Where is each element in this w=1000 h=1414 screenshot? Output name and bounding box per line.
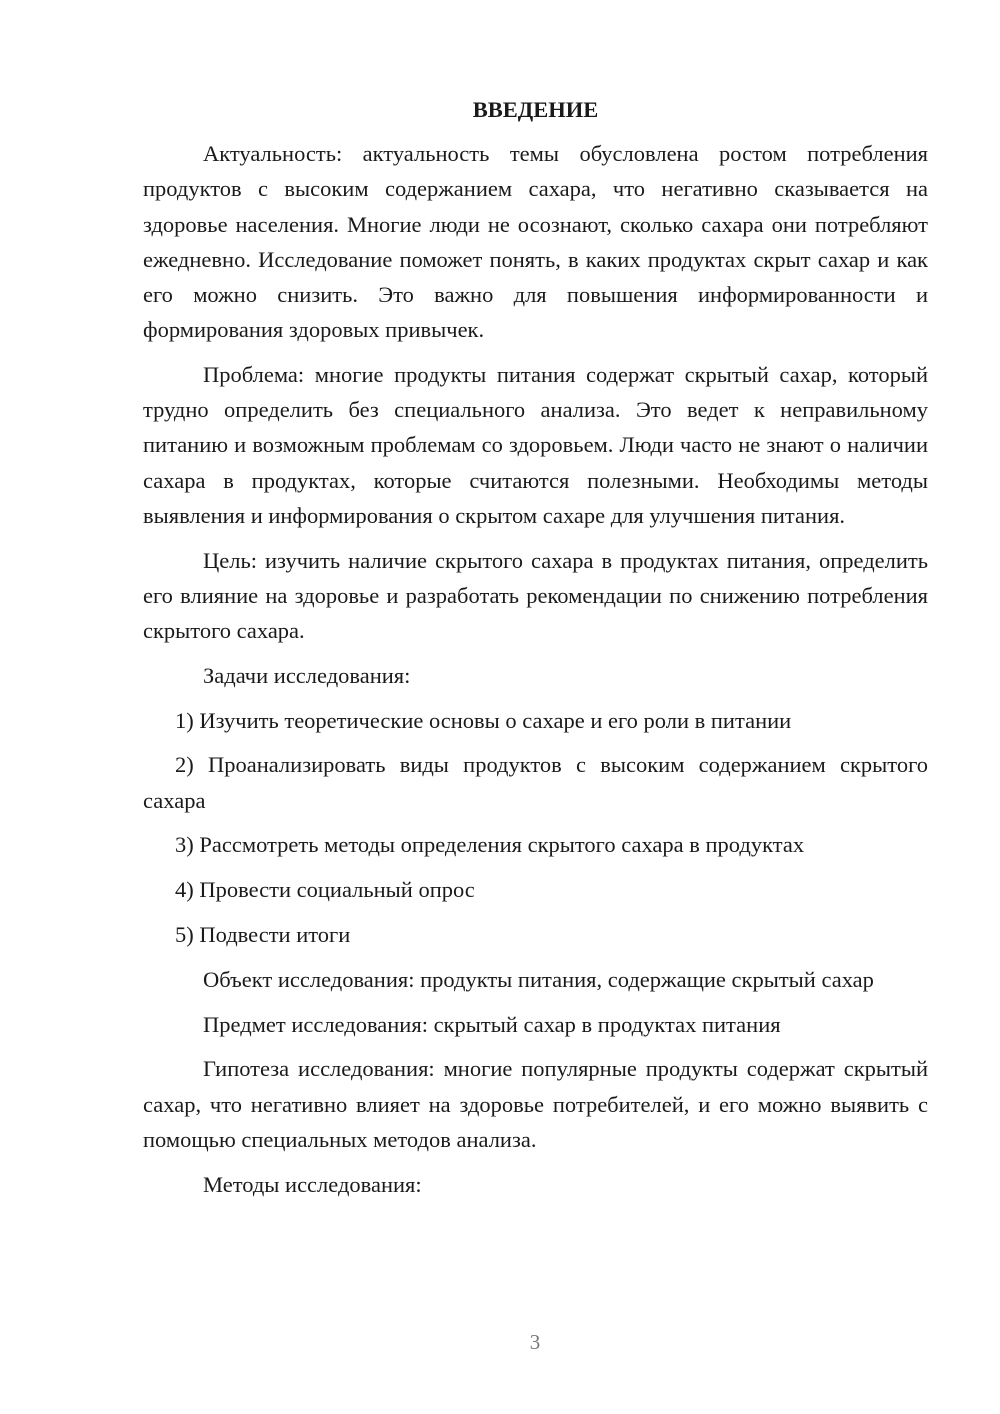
problem-paragraph: Проблема: многие продукты питания содержат скрытый сахар, который трудно определить без специального анализа. Это ведет к неправильному питанию и возможным проблемам со здоровьем. Люди часто не знают о наличии сахара в продуктах, которые считаются полезными. Необходимы методы выявления и информирования о скрытом сахаре для улучшения питания. [143, 362, 928, 528]
hypothesis-paragraph: Гипотеза исследования: многие популярные продукты содержат скрытый сахар, что негативно влияет на здоровье потребителей, и его можно выявить с помощью специальных методов анализа. [143, 1056, 928, 1152]
object-paragraph: Объект исследования: продукты питания, содержащие скрытый сахар [203, 966, 874, 992]
task-item: 1) Изучить теоретические основы о сахаре и его роли в питании [175, 707, 792, 733]
page-number: 3 [529, 1330, 541, 1354]
task-item: 2) Проанализировать виды продуктов с высоким содержанием скрытого сахара [143, 752, 928, 813]
tasks-heading: Задачи исследования: [203, 662, 411, 688]
section-title: ВВЕДЕНИЕ [472, 97, 599, 122]
task-item: 5) Подвести итоги [175, 922, 351, 948]
task-item: 3) Рассмотреть методы определения скрытого сахара в продуктах [175, 832, 805, 858]
goal-paragraph: Цель: изучить наличие скрытого сахара в продуктах питания, определить его влияние на здоровье и разработать рекомендации по снижению потребления скрытого сахара. [143, 547, 928, 644]
subject-paragraph: Предмет исследования: скрытый сахар в продуктах питания [203, 1011, 781, 1037]
relevance-paragraph: Актуальность: актуальность темы обусловлена ростом потребления продуктов с высоким содержанием сахара, что негативно сказывается на здоровье населения. Многие люди не осознают, сколько сахара они потребляют ежедневно. Исследование поможет понять, в каких продуктах скрыт сахар и как его можно снизить. Это важно для повышения информированности и формирования здоровых привычек. [143, 141, 928, 343]
methods-heading: Методы исследования: [203, 1171, 422, 1197]
page-content [143, 92, 928, 1211]
task-item: 4) Провести социальный опрос [175, 877, 475, 903]
